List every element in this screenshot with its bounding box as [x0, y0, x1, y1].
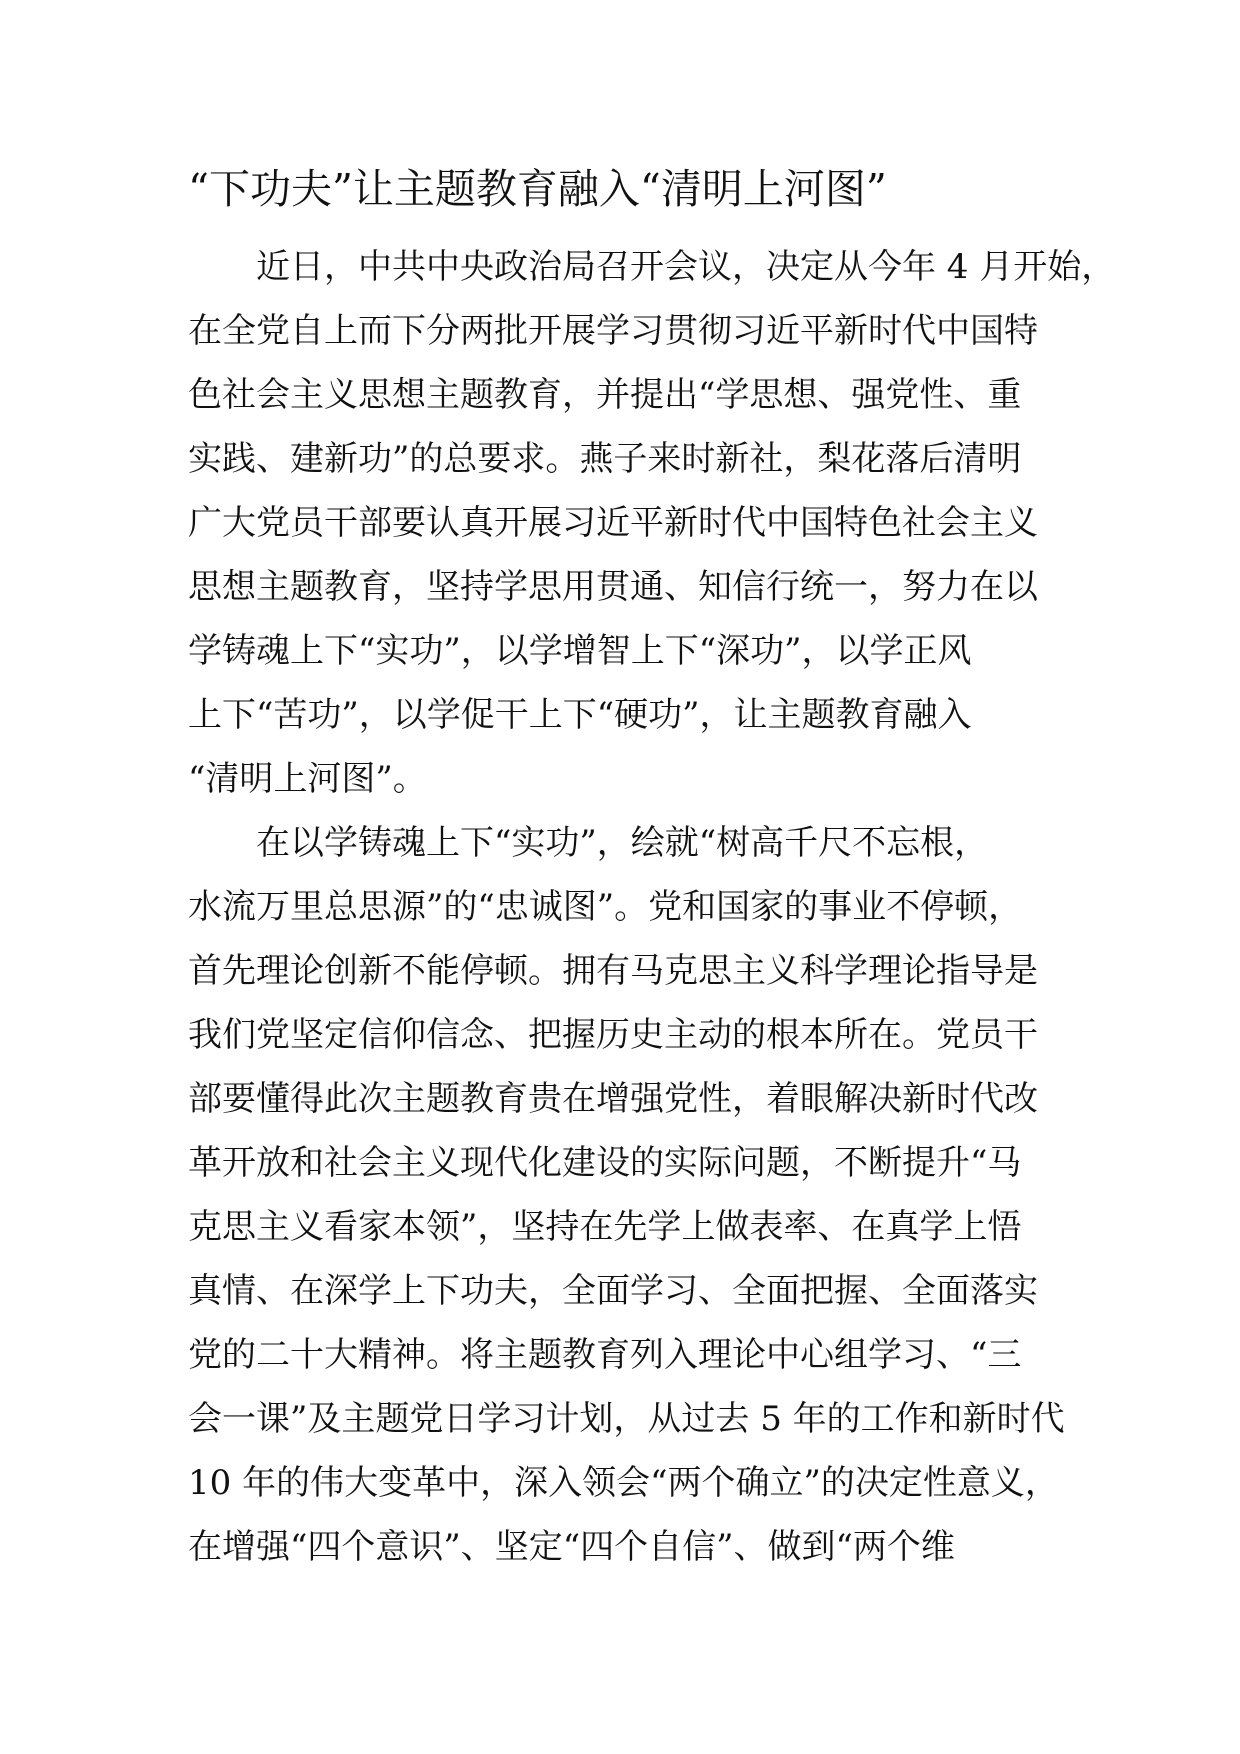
- text-line: 学铸魂上下“实功”，以学增智上下“深功”，以学正风: [188, 631, 972, 671]
- text-line: 在全党自上而下分两批开展学习贯彻习近平新时代中国特: [188, 311, 1038, 351]
- document-body: [188, 235, 1116, 1579]
- text-line: 水流万里总思源”的“忠诚图”。党和国家的事业不停顿，: [188, 887, 1023, 927]
- text-line: 色社会主义思想主题教育，并提出“学思想、强党性、重: [188, 375, 1022, 415]
- text-line: 广大党员干部要认真开展习近平新时代中国特色社会主义: [188, 503, 1038, 543]
- text-line: 思想主题教育，坚持学思用贯通、知信行统一，努力在以: [188, 567, 1038, 607]
- text-line: 我们党坚定信仰信念、把握历史主动的根本所在。党员干: [188, 1015, 1038, 1055]
- text-line: 10 年的伟大变革中，深入领会“两个确立”的决定性意义，: [188, 1463, 1059, 1503]
- text-line: 上下“苦功”，以学促干上下“硬功”，让主题教育融入: [188, 695, 972, 735]
- text-line: 近日，中共中央政治局召开会议，决定从今年 4 月开始，: [256, 247, 1116, 287]
- text-line: 会一课”及主题党日学习计划，从过去 5 年的工作和新时代: [188, 1399, 1065, 1439]
- paragraph-1: [188, 235, 1116, 811]
- text-line: “清明上河图”。: [188, 759, 427, 799]
- paragraph-2: [188, 811, 1088, 1579]
- text-line: 实践、建新功”的总要求。燕子来时新社，梨花落后清明: [188, 439, 1022, 479]
- text-line: 革开放和社会主义现代化建设的实际问题，不断提升“马: [188, 1143, 1022, 1183]
- text-line: 在增强“四个意识”、坚定“四个自信”、做到“两个维: [188, 1527, 955, 1567]
- text-line: 在以学铸魂上下“实功”，绘就“树高千尺不忘根，: [256, 823, 989, 863]
- text-line: 部要懂得此次主题教育贵在增强党性，着眼解决新时代改: [188, 1079, 1038, 1119]
- text-line: 党的二十大精神。将主题教育列入理论中心组学习、“三: [188, 1335, 1022, 1375]
- text-line: 真情、在深学上下功夫，全面学习、全面把握、全面落实: [188, 1271, 1038, 1311]
- text-line: 首先理论创新不能停顿。拥有马克思主义科学理论指导是: [188, 951, 1038, 991]
- document-title: “下功夫”让主题教育融入“清明上河图”: [188, 165, 887, 213]
- text-line: 克思主义看家本领”，坚持在先学上做表率、在真学上悟: [188, 1207, 1022, 1247]
